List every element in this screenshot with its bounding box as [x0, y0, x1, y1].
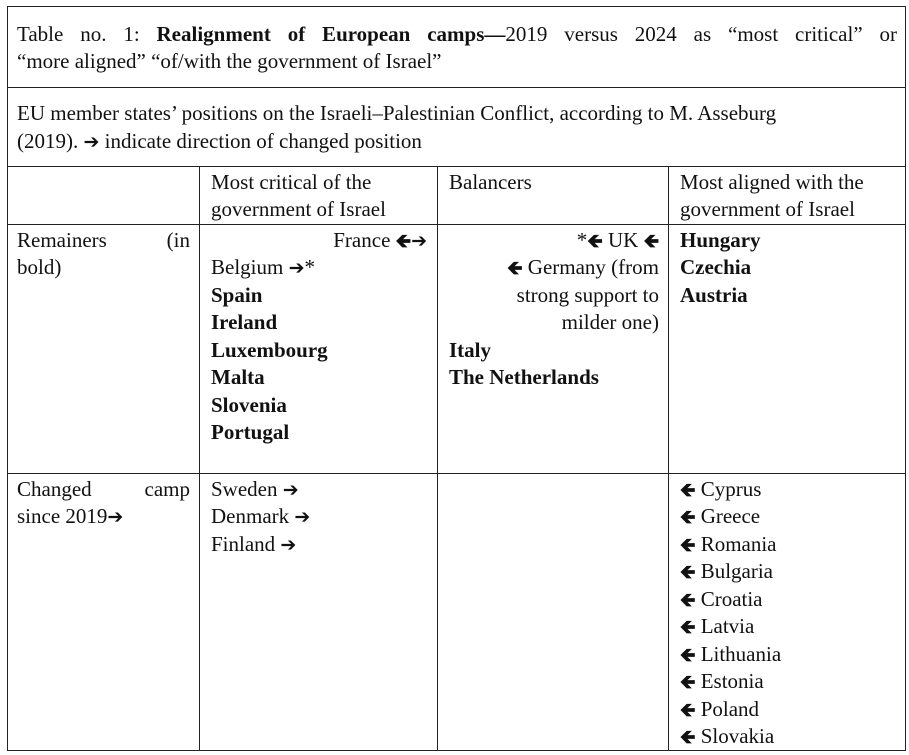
right-arrow-icon: ➔ — [83, 131, 100, 153]
subcaption-line1: EU member states’ positions on the Israeli–Palestinian Conflict, according to M. Asseburg — [17, 101, 777, 125]
country-germany: 🡸 Germany (from — [507, 255, 659, 279]
right-arrow-icon: ➔ — [107, 506, 124, 528]
country-uk: *🡸 UK 🡸 — [576, 228, 659, 252]
left-arrow-icon: 🡸 — [680, 534, 696, 556]
country-netherlands: The Netherlands — [449, 365, 599, 389]
country-finland: Finland ➔ — [211, 532, 297, 556]
subcaption-line2: (2019). ➔ indicate direction of changed position — [17, 129, 422, 153]
germany-note-line2: strong support to — [516, 283, 659, 307]
caption-prefix: Table no. 1: — [17, 22, 157, 46]
left-arrow-icon: 🡸 — [680, 616, 696, 638]
country-hungary: Hungary — [680, 228, 761, 252]
country-denmark: Denmark ➔ — [211, 504, 311, 528]
left-arrow-icon: 🡸 — [680, 726, 696, 748]
left-arrow-icon: 🡸 — [643, 230, 659, 252]
country-lithuania: 🡸 Lithuania — [680, 642, 782, 666]
right-arrow-icon: ➔ — [282, 479, 299, 501]
caption-rest: 2019 versus 2024 as “most critical” or — [505, 22, 898, 46]
left-arrow-icon: 🡸 — [680, 589, 696, 611]
right-arrow-icon: ➔ — [294, 506, 311, 528]
country-bulgaria: 🡸 Bulgaria — [680, 559, 773, 583]
country-italy: Italy — [449, 338, 491, 362]
country-austria: Austria — [680, 283, 748, 307]
header-most-critical-line2: government of Israel — [211, 197, 386, 221]
header-most-aligned-line1: Most aligned with the — [680, 170, 864, 194]
country-sweden: Sweden ➔ — [211, 477, 299, 501]
left-arrow-icon: 🡸 — [507, 257, 523, 279]
country-croatia: 🡸 Croatia — [680, 587, 763, 611]
row-label-changed-line2: since 2019➔ — [17, 504, 124, 528]
header-most-critical-line1: Most critical of the — [211, 170, 372, 194]
country-portugal: Portugal — [211, 420, 290, 444]
right-arrow-icon: ➔ — [411, 230, 427, 252]
header-most-aligned-line2: government of Israel — [680, 197, 855, 221]
country-poland: 🡸 Poland — [680, 697, 760, 721]
country-romania: 🡸 Romania — [680, 532, 777, 556]
country-czechia: Czechia — [680, 255, 752, 279]
germany-note-line3: milder one) — [561, 310, 659, 334]
right-arrow-icon: ➔ — [280, 534, 297, 556]
right-arrow-icon: ➔ — [288, 257, 305, 279]
country-malta: Malta — [211, 365, 265, 389]
country-slovenia: Slovenia — [211, 393, 287, 417]
left-arrow-icon: 🡸 — [680, 671, 696, 693]
country-spain: Spain — [211, 283, 263, 307]
country-france: France 🡸➔ — [333, 228, 427, 252]
left-arrow-icon: 🡸 — [587, 230, 603, 252]
caption-title: Realignment of European camps— — [156, 22, 506, 46]
rule-caption — [8, 87, 905, 88]
left-arrow-icon: 🡸 — [680, 506, 696, 528]
table-caption-line1 — [17, 21, 897, 49]
country-greece: 🡸 Greece — [680, 504, 761, 528]
header-balancers: Balancers — [449, 170, 532, 194]
left-arrow-icon: 🡸 — [680, 479, 696, 501]
rule-header — [8, 224, 905, 225]
country-belgium: Belgium ➔* — [211, 255, 316, 279]
rule-remainers — [8, 473, 905, 474]
row-label-changed: Changed camp — [17, 477, 190, 501]
left-arrow-icon: 🡸 — [395, 230, 412, 252]
row-label-remainers: Remainers (in — [17, 228, 190, 252]
realignment-table — [7, 6, 906, 751]
country-cyprus: 🡸 Cyprus — [680, 477, 762, 501]
country-latvia: 🡸 Latvia — [680, 614, 755, 638]
col-divider-1 — [199, 167, 200, 750]
left-arrow-icon: 🡸 — [680, 644, 696, 666]
country-luxembourg: Luxembourg — [211, 338, 328, 362]
col-divider-3 — [668, 167, 669, 750]
col-divider-2 — [437, 167, 438, 750]
rule-subcaption — [8, 166, 905, 167]
country-ireland: Ireland — [211, 310, 278, 334]
table-caption-line2: “more aligned” “of/with the government of Israel” — [17, 49, 442, 73]
country-slovakia: 🡸 Slovakia — [680, 724, 775, 748]
row-label-remainers-line2: bold) — [17, 255, 62, 279]
left-arrow-icon: 🡸 — [680, 699, 696, 721]
country-estonia: 🡸 Estonia — [680, 669, 764, 693]
left-arrow-icon: 🡸 — [680, 561, 696, 583]
